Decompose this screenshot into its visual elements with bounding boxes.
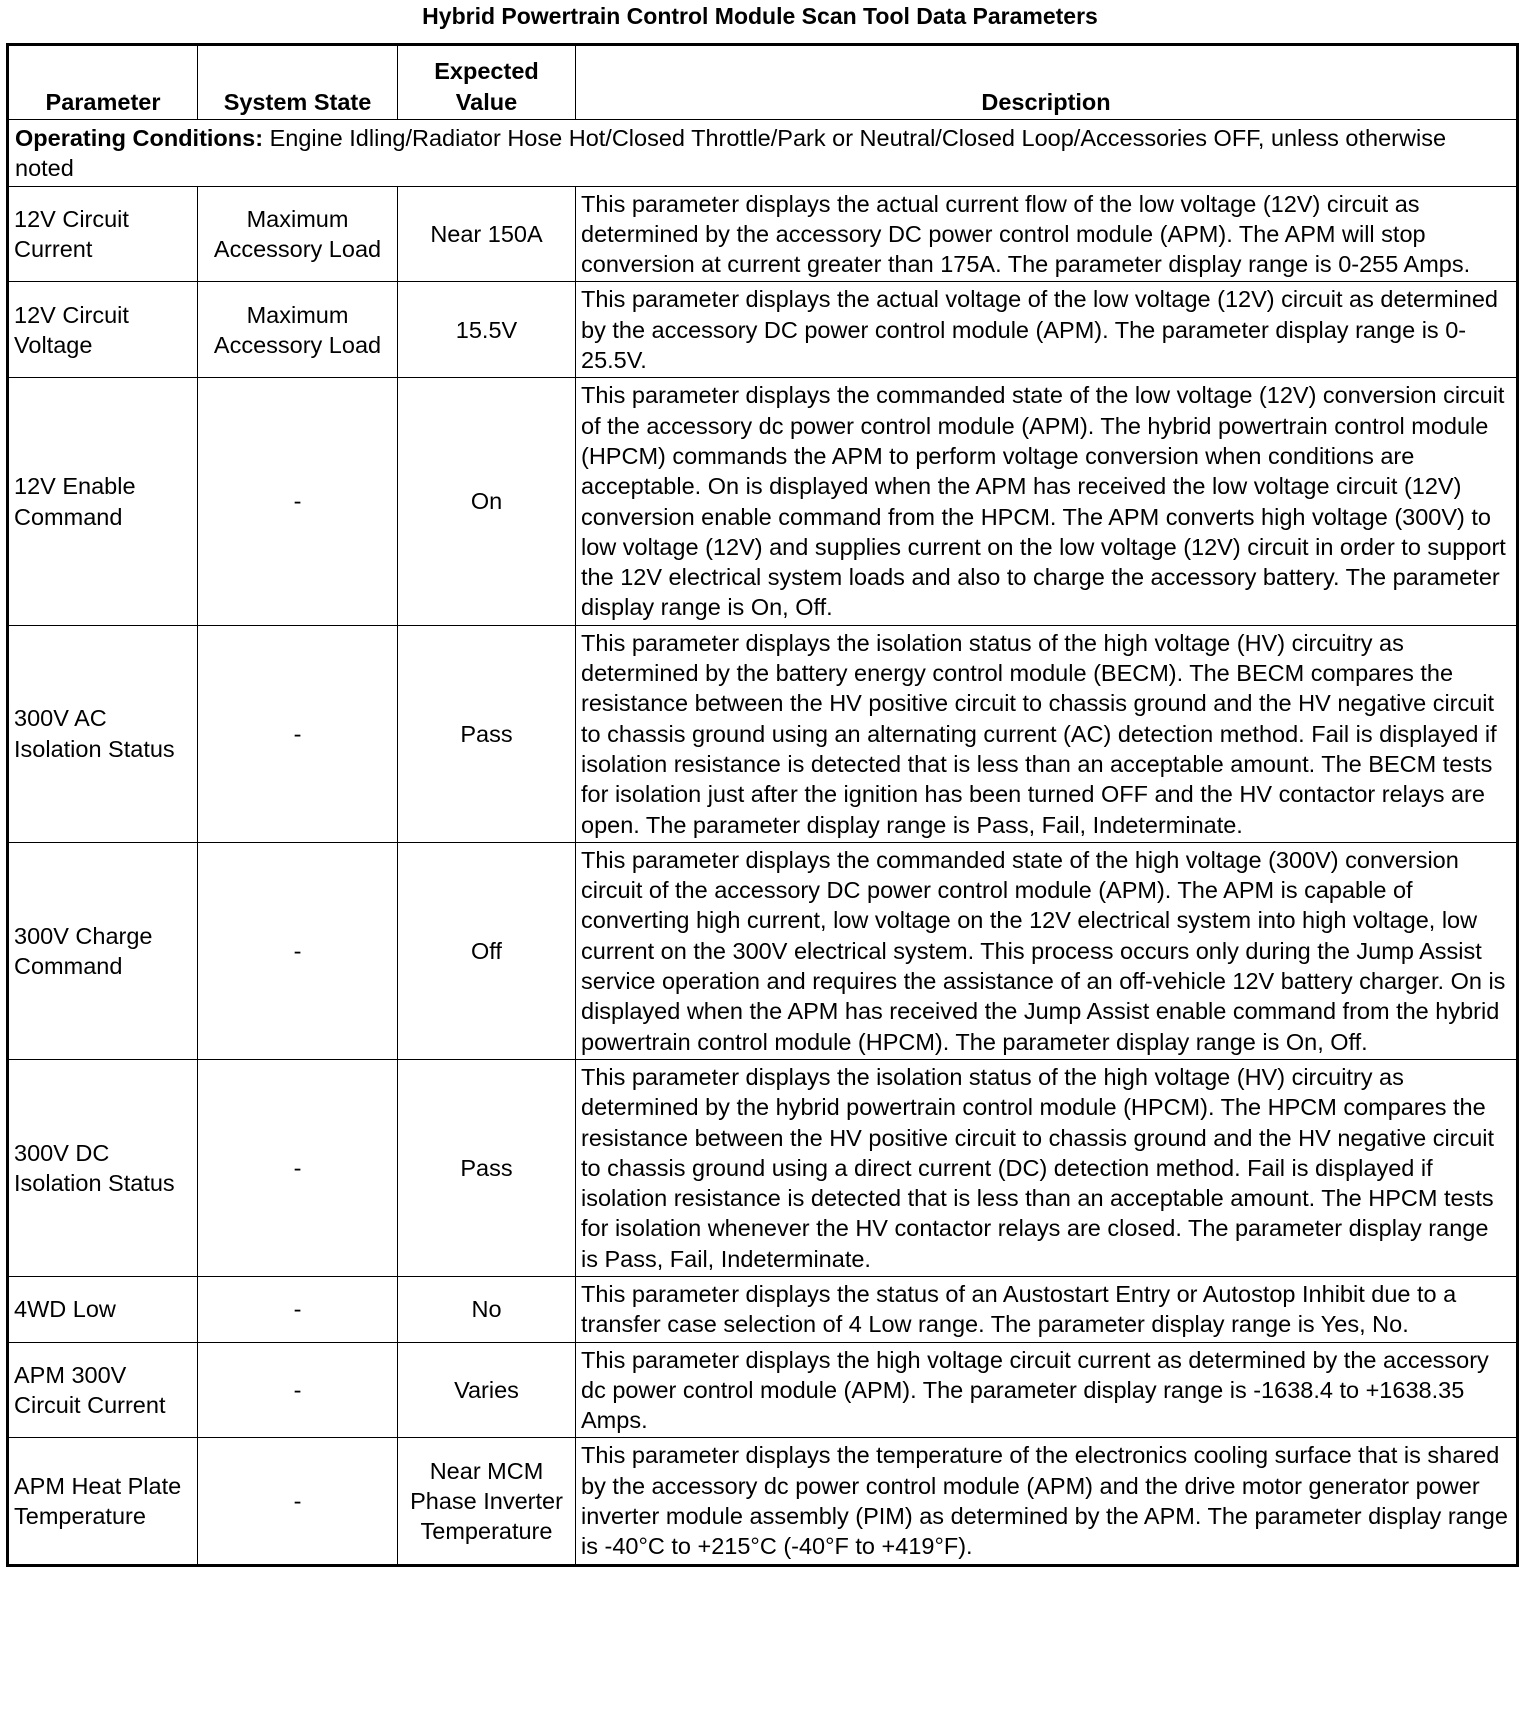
system-state-cell: Maximum Accessory Load [198,186,398,282]
header-expected-value-line2: Value [455,88,518,115]
description-cell: This parameter displays the high voltage circuit current as determined by the accessory dc power control module (APM). The parameter display range is -1638.4 to +1638.35 Amps. [576,1342,1518,1438]
expected-value-cell: Off [398,842,576,1059]
parameter-name-cell: 300V DC Isolation Status [8,1059,198,1276]
parameter-name-cell: 12V Enable Command [8,378,198,625]
operating-conditions-text: Engine Idling/Radiator Hose Hot/Closed Throttle/Park or Neutral/Closed Loop/Accessories OFF, unless otherwise noted [15,125,1447,182]
expected-value-cell: No [398,1276,576,1342]
header-description: Description [576,45,1518,120]
parameter-name-cell: APM 300V Circuit Current [8,1342,198,1438]
table-row [8,378,1518,625]
description-cell: This parameter displays the commanded state of the high voltage (300V) conversion circuit of the accessory DC power control module (APM). The APM is capable of converting high current, low voltage on the 12V electrical system into high voltage, low current on the 300V electrical system. This process occurs only during the Jump Assist service operation and requires the assistance of an off-vehicle 12V battery charger. On is displayed when the APM has received the Jump Assist enable command from the hybrid powertrain control module (HPCM). The parameter display range is On, Off. [576,842,1518,1059]
table-row [8,1438,1518,1565]
table-row [8,1342,1518,1438]
description-cell: This parameter displays the status of an Austostart Entry or Autostop Inhibit due to a transfer case selection of 4 Low range. The parameter display range is Yes, No. [576,1276,1518,1342]
description-cell: This parameter displays the commanded state of the low voltage (12V) conversion circuit of the accessory dc power control module (APM). The hybrid powertrain control module (HPCM) commands the APM to perform voltage conversion when conditions are acceptable. On is displayed when the APM has received the low voltage circuit (12V) conversion enable command from the HPCM. The APM converts high voltage (300V) to low voltage (12V) and supplies current on the low voltage (12V) circuit in order to support the 12V electrical system loads and also to charge the accessory battery. The parameter display range is On, Off. [576,378,1518,625]
system-state-cell: - [198,1342,398,1438]
parameter-name-cell: APM Heat Plate Temperature [8,1438,198,1565]
operating-conditions-cell [8,120,1518,187]
expected-value-cell: Pass [398,1059,576,1276]
page-title: Hybrid Powertrain Control Module Scan Tool Data Parameters [422,3,1098,29]
system-state-cell: - [198,1059,398,1276]
parameter-name-cell: 12V Circuit Voltage [8,282,198,378]
scan-tool-parameters-table [6,43,1519,1567]
table-row [8,186,1518,282]
system-state-cell: - [198,842,398,1059]
system-state-cell: Maximum Accessory Load [198,282,398,378]
operating-conditions-row [8,120,1518,187]
table-row [8,625,1518,842]
table-row [8,282,1518,378]
description-cell: This parameter displays the isolation status of the high voltage (HV) circuitry as determined by the hybrid powertrain control module (HPCM). The HPCM compares the resistance between the HV positive circuit to chassis ground and the HV negative circuit to chassis ground using a direct current (DC) detection method. Fail is displayed if isolation resistance is detected that is less than an acceptable amount. The HPCM tests for isolation whenever the HV contactor relays are closed. The parameter display range is Pass, Fail, Indeterminate. [576,1059,1518,1276]
header-expected-value-line1: Expected [434,58,539,85]
operating-conditions-label: Operating Conditions: [15,125,264,151]
header-parameter: Parameter [8,45,198,120]
table-row [8,1059,1518,1276]
table-row [8,1276,1518,1342]
header-row [8,45,1518,120]
expected-value-cell: Near MCM Phase Inverter Temperature [398,1438,576,1565]
description-cell: This parameter displays the temperature of the electronics cooling surface that is shared by the accessory dc power control module (APM) and the drive motor generator power inverter module assembly (PIM) as determined by the APM. The parameter display range is -40°C to +215°C (-40°F to +419°F). [576,1438,1518,1565]
system-state-cell: - [198,1276,398,1342]
system-state-cell: - [198,625,398,842]
description-cell: This parameter displays the actual current flow of the low voltage (12V) circuit as determined by the accessory DC power control module (APM). The APM will stop conversion at current greater than 175A. The parameter display range is 0-255 Amps. [576,186,1518,282]
parameter-name-cell: 4WD Low [8,1276,198,1342]
expected-value-cell: Pass [398,625,576,842]
header-expected-value [398,45,576,120]
expected-value-cell: Varies [398,1342,576,1438]
expected-value-cell: Near 150A [398,186,576,282]
description-cell: This parameter displays the isolation status of the high voltage (HV) circuitry as determined by the battery energy control module (BECM). The BECM compares the resistance between the HV positive circuit to chassis ground and the HV negative circuit to chassis ground using an alternating current (AC) detection method. Fail is displayed if isolation resistance is detected that is less than an acceptable amount. The BECM tests for isolation just after the ignition has been turned OFF and the HV contactor relays are open. The parameter display range is Pass, Fail, Indeterminate. [576,625,1518,842]
table-row [8,842,1518,1059]
parameter-name-cell: 300V AC Isolation Status [8,625,198,842]
expected-value-cell: 15.5V [398,282,576,378]
system-state-cell: - [198,378,398,625]
description-cell: This parameter displays the actual voltage of the low voltage (12V) circuit as determined by the accessory DC power control module (APM). The parameter display range is 0-25.5V. [576,282,1518,378]
expected-value-cell: On [398,378,576,625]
system-state-cell: - [198,1438,398,1565]
header-system-state: System State [198,45,398,120]
parameter-name-cell: 12V Circuit Current [8,186,198,282]
parameter-name-cell: 300V Charge Command [8,842,198,1059]
